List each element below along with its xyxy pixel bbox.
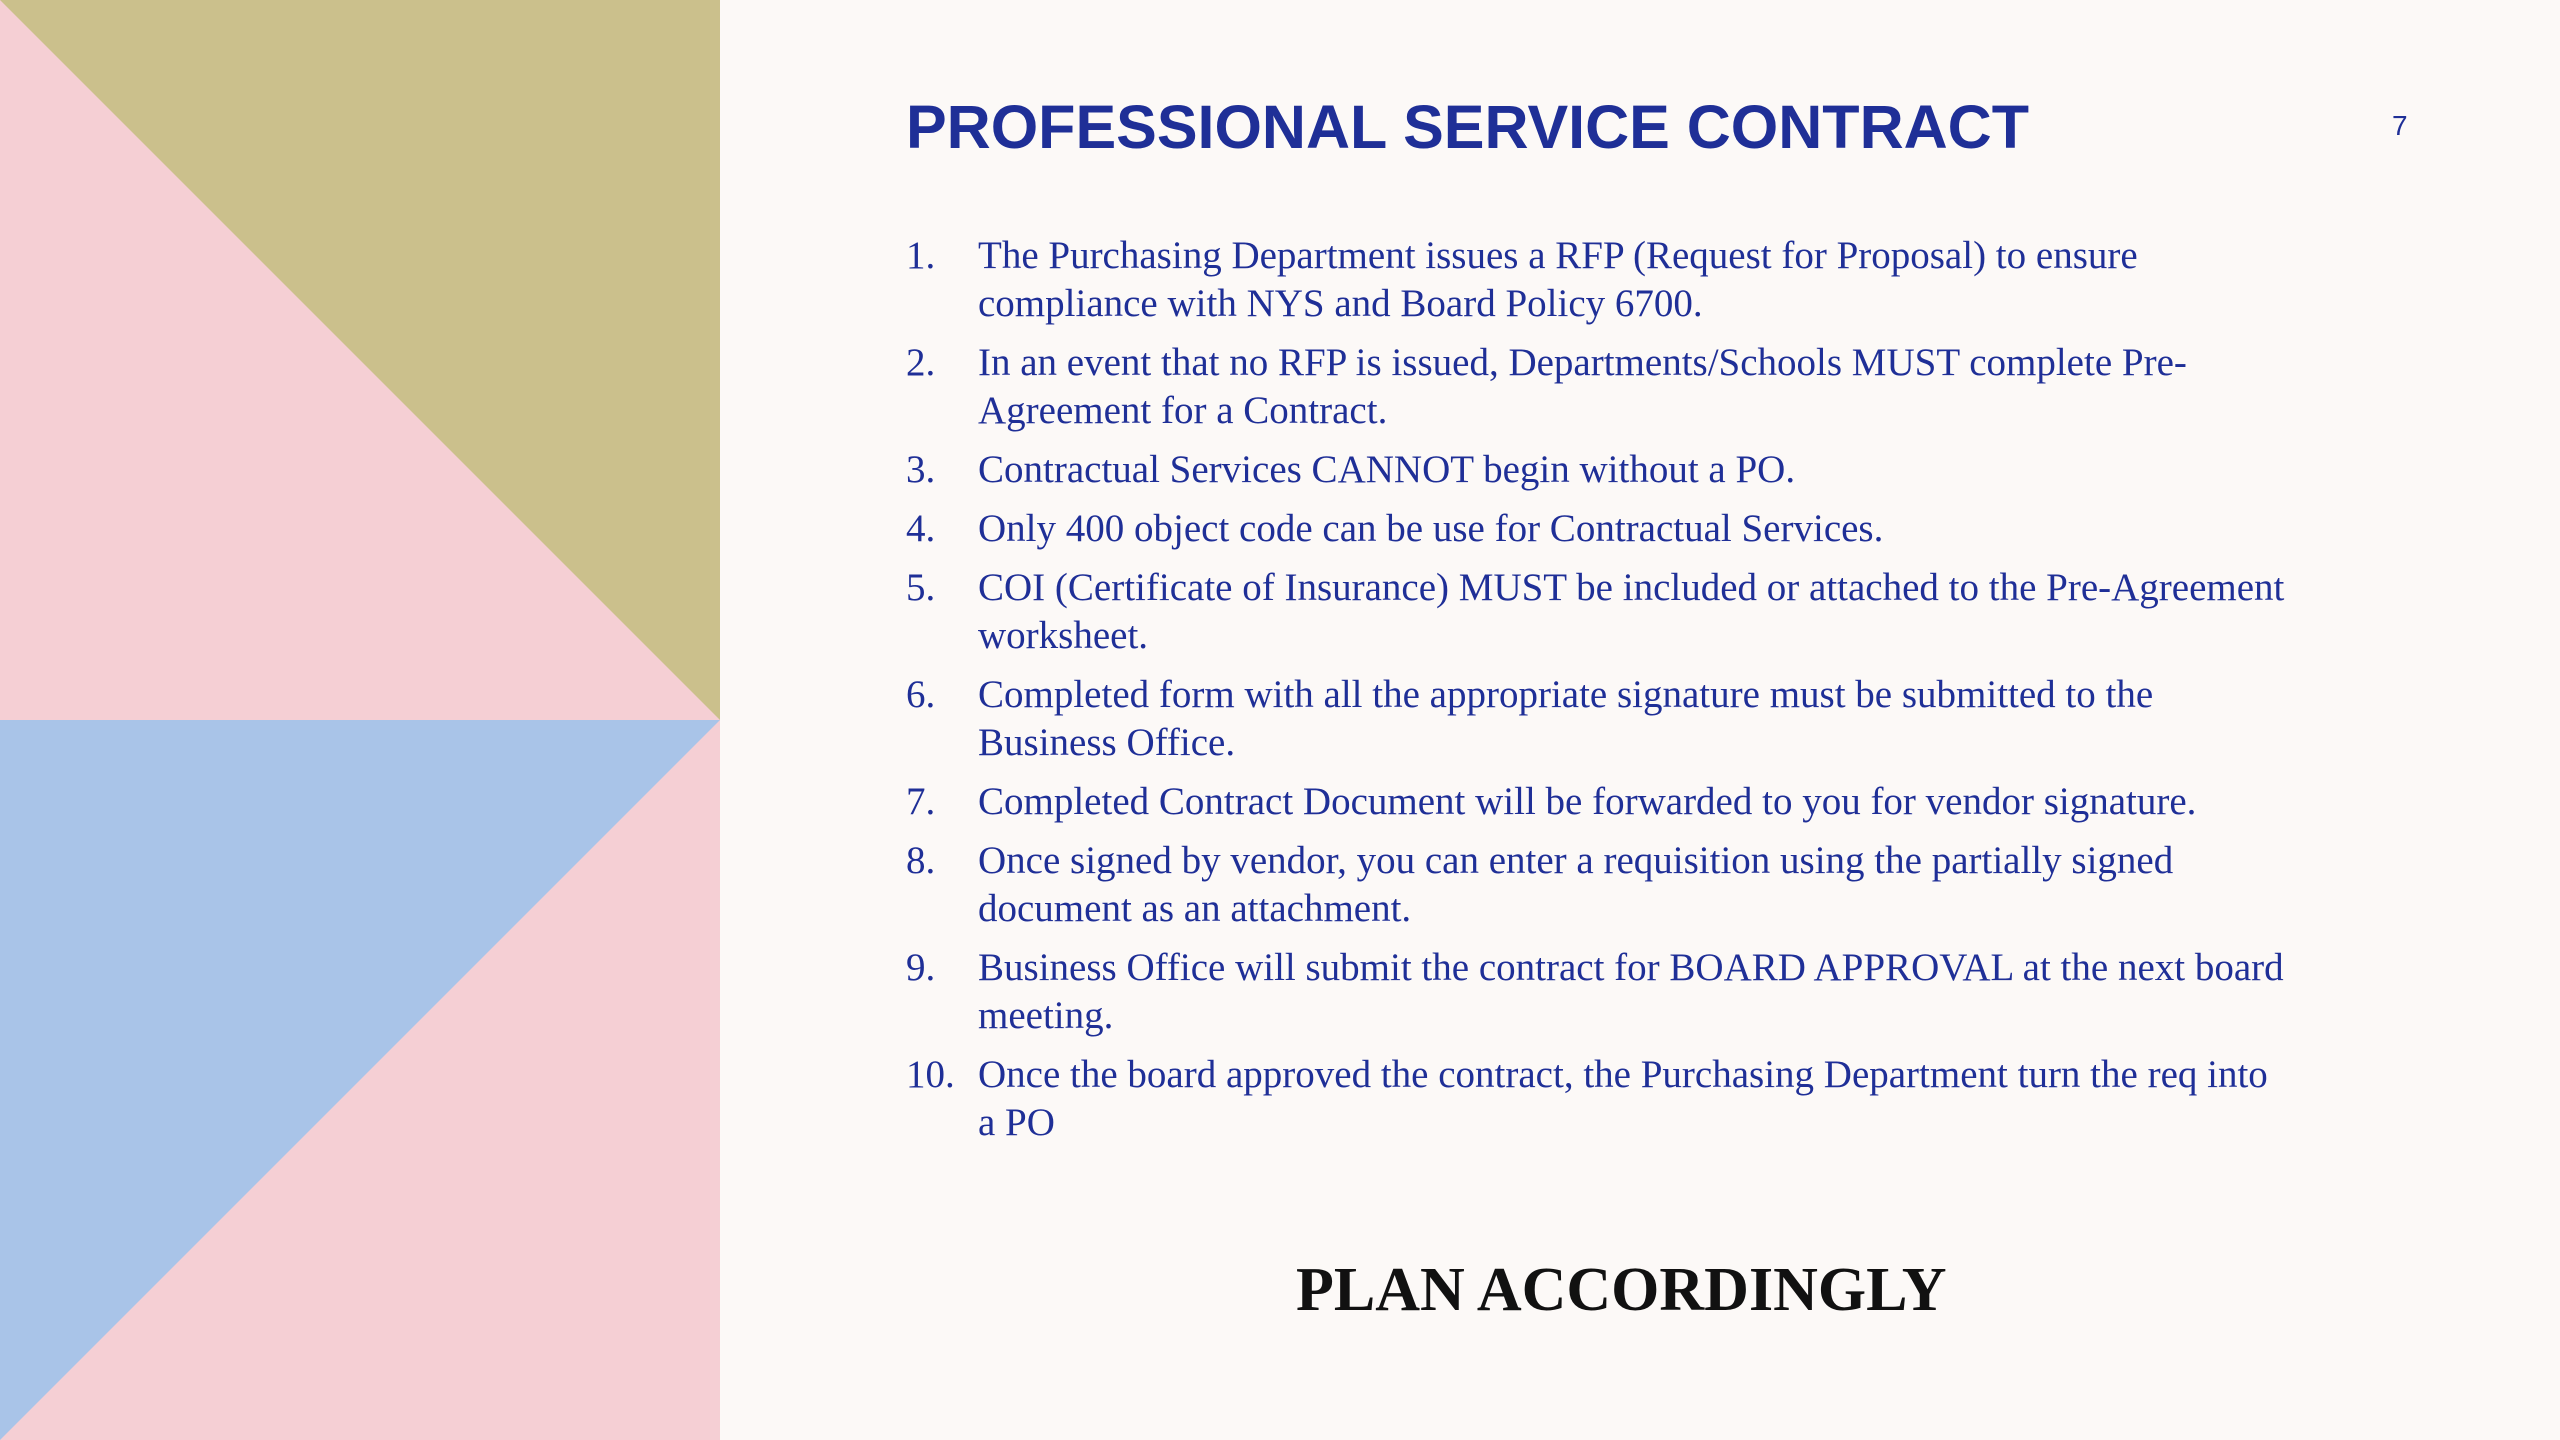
- step-number: 6.: [906, 673, 936, 716]
- step-text: Completed form with all the appropriate signature must be submitted to the Business Office.: [978, 673, 2154, 764]
- step-text: The Purchasing Department issues a RFP (Request for Proposal) to ensure compliance with NYS and Board Policy 6700.: [978, 234, 2138, 325]
- list-item: [906, 339, 2286, 435]
- step-number: 8.: [906, 839, 936, 882]
- step-number: 7.: [906, 780, 936, 823]
- list-item: [906, 1051, 2286, 1147]
- step-text: In an event that no RFP is issued, Departments/Schools MUST complete Pre-Agreement for a Contract.: [978, 341, 2187, 432]
- step-number: 9.: [906, 946, 936, 989]
- list-item: [906, 564, 2286, 660]
- step-text: Only 400 object code can be use for Contractual Services.: [978, 507, 1884, 550]
- step-number: 10.: [906, 1053, 955, 1096]
- decorative-triangle-panel: [0, 0, 720, 1440]
- list-item: [906, 778, 2286, 826]
- step-text: Once the board approved the contract, the Purchasing Department turn the req into a PO: [978, 1053, 2268, 1144]
- list-item: [906, 837, 2286, 933]
- list-item: [906, 232, 2286, 328]
- list-item: [906, 505, 2286, 553]
- list-item: [906, 671, 2286, 767]
- step-number: 1.: [906, 234, 936, 277]
- step-text: Contractual Services CANNOT begin without a PO.: [978, 448, 1796, 491]
- page-number: 7: [2392, 110, 2408, 141]
- slide-title: PROFESSIONAL SERVICE CONTRACT: [906, 93, 2029, 161]
- step-text: Once signed by vendor, you can enter a requisition using the partially signed document as an attachment.: [978, 839, 2174, 930]
- list-item: [906, 944, 2286, 1040]
- plan-accordingly-callout: PLAN ACCORDINGLY: [1296, 1256, 1947, 1324]
- step-text: Completed Contract Document will be forwarded to you for vendor signature.: [978, 780, 2197, 823]
- step-number: 2.: [906, 341, 936, 384]
- step-number: 3.: [906, 448, 936, 491]
- step-number: 4.: [906, 507, 936, 550]
- step-text: COI (Certificate of Insurance) MUST be included or attached to the Pre-Agreement worksheet.: [978, 566, 2285, 657]
- process-steps-list: [906, 232, 2286, 1158]
- step-text: Business Office will submit the contract for BOARD APPROVAL at the next board meeting.: [978, 946, 2284, 1037]
- list-item: [906, 446, 2286, 494]
- step-number: 5.: [906, 566, 936, 609]
